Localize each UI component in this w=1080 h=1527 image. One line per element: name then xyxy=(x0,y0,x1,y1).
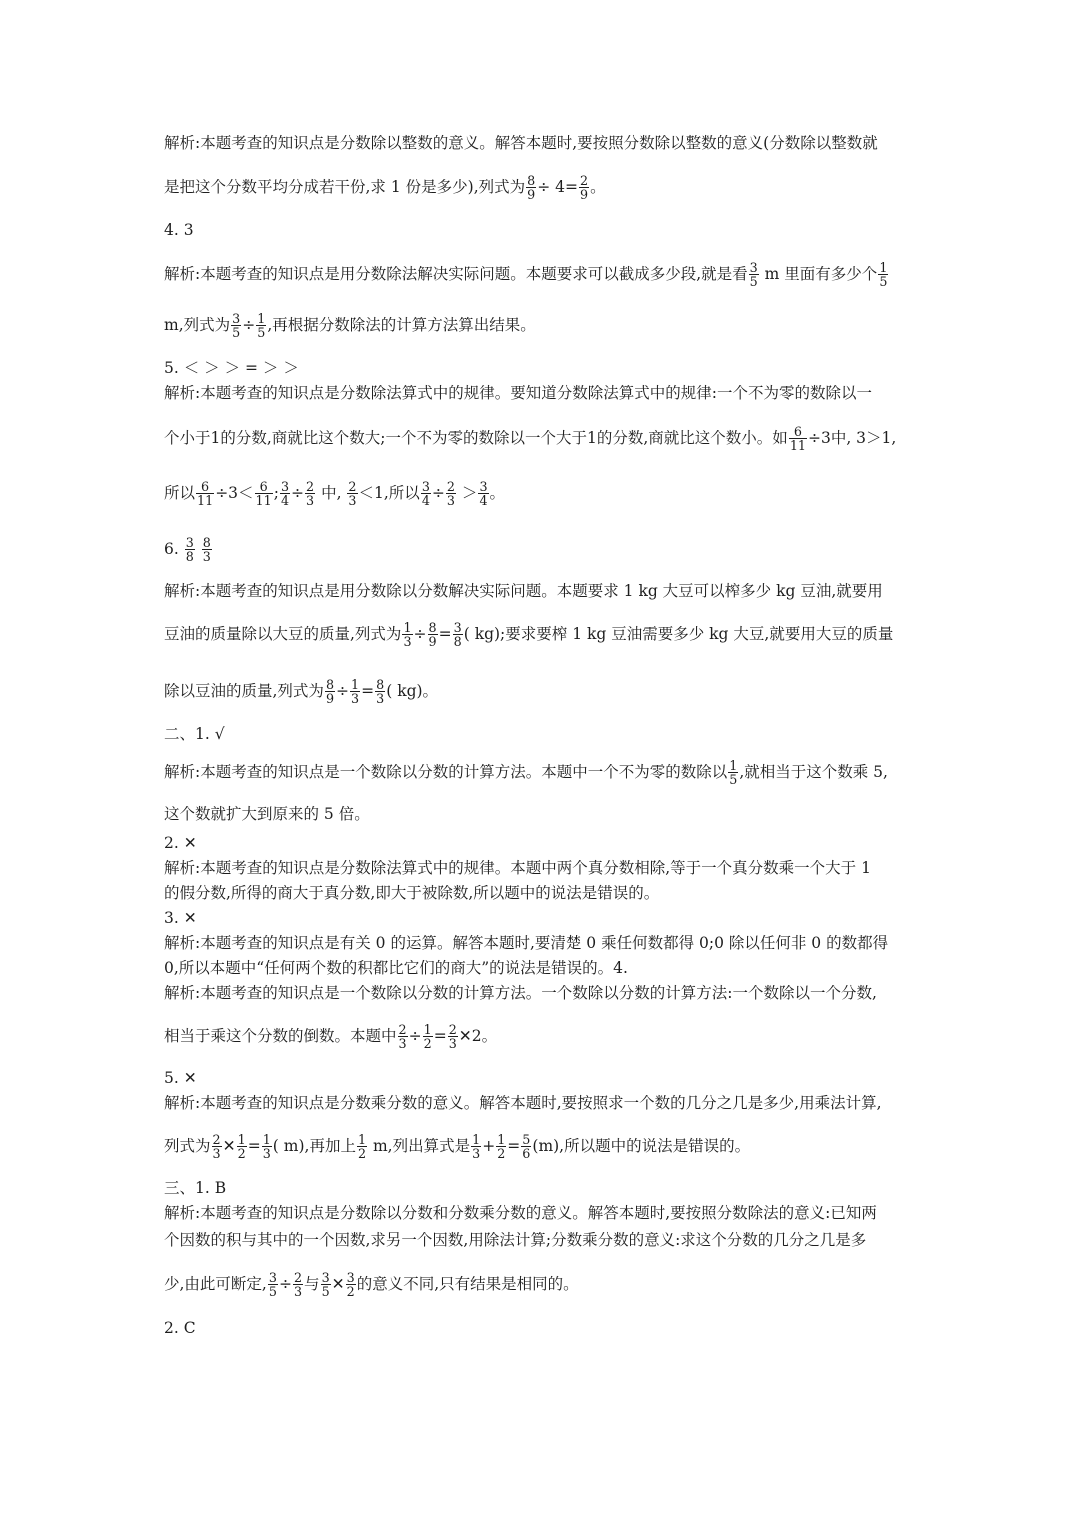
fraction-numerator: 6 xyxy=(201,479,210,494)
text-line xyxy=(164,480,505,508)
fraction xyxy=(268,1271,278,1299)
fraction-numerator: 3 xyxy=(453,620,462,635)
text-segment: ,再根据分数除法的计算方法算出结果。 xyxy=(267,315,536,334)
fraction xyxy=(448,1023,458,1051)
text-segment: 解析:本题考查的知识点是用分数除以分数解决实际问题。本题要求 1 kg 大豆可以榨多少 kg 豆油,就要用 xyxy=(164,582,883,600)
fraction-numerator: 1 xyxy=(257,311,266,326)
fraction xyxy=(478,480,488,508)
text-line xyxy=(164,936,888,952)
text-segment: ÷3＜ xyxy=(215,483,254,502)
text-segment: 解析:本题考查的知识点是分数乘分数的意义。解答本题时,要按照求一个数的几分之几是多少,用乘法计算, xyxy=(164,1094,882,1112)
text-segment: 少,由此可断定, xyxy=(164,1274,267,1293)
text-segment xyxy=(196,540,201,558)
text-segment: 解析:本题考查的知识点是分数除法算式中的规律。本题中两个真分数相除,等于一个真分数乘一个大于 1 xyxy=(164,859,871,877)
text-segment: 的意义不同,只有结果是相同的。 xyxy=(356,1274,579,1293)
fraction-denominator: 11 xyxy=(789,438,806,454)
fraction xyxy=(471,1133,481,1161)
text-line xyxy=(164,961,628,977)
fraction xyxy=(262,1133,272,1161)
fraction-denominator: 5 xyxy=(232,325,241,341)
fraction xyxy=(423,1023,433,1051)
fraction-denominator: 4 xyxy=(280,493,290,509)
fraction-numerator: 2 xyxy=(579,173,589,188)
text-line xyxy=(164,361,299,377)
text-segment: ( kg);要求要榨 1 kg 豆油需要多少 kg 大豆,就要用大豆的质量 xyxy=(463,624,894,643)
fraction-numerator: 3 xyxy=(232,311,241,326)
text-line xyxy=(164,386,872,402)
text-segment: ÷ xyxy=(408,1026,422,1045)
text-segment: 三、1. B xyxy=(164,1179,227,1197)
text-segment: 相当于乘这个分数的倒数。本题中 xyxy=(164,1026,397,1045)
text-segment: 解析:本题考查的知识点是分数除以整数的意义。解答本题时,要按照分数除以整数的意义(分数除以整数就 xyxy=(164,134,878,152)
text-segment: 5. ＜ ＞ ＞ = ＞ ＞ xyxy=(164,359,299,377)
text-segment: ＞ xyxy=(457,483,478,502)
fraction-denominator: 5 xyxy=(257,325,266,341)
fraction-denominator: 3 xyxy=(446,493,455,509)
text-segment: 的假分数,所得的商大于真分数,即大于被除数,所以题中的说法是错误的。 xyxy=(164,884,660,902)
text-line xyxy=(164,223,194,239)
text-segment: + xyxy=(482,1136,496,1155)
text-segment: = xyxy=(438,624,452,643)
text-segment: 解析:本题考查的知识点是分数除法算式中的规律。要知道分数除法算式中的规律:一个不为零的数除以一 xyxy=(164,384,872,402)
fraction-numerator: 8 xyxy=(428,620,437,635)
fraction-denominator: 3 xyxy=(376,691,385,707)
text-segment: 个因数的积与其中的一个因数,求另一个因数,用除法计算;分数乘分数的意义:求这个分数的几分之几是多 xyxy=(164,1231,867,1249)
fraction xyxy=(421,480,431,508)
text-segment: 这个数就扩大到原来的 5 倍。 xyxy=(164,805,370,823)
text-segment: ÷ xyxy=(278,1274,292,1293)
text-segment: = xyxy=(507,1136,521,1155)
fraction xyxy=(375,678,385,706)
fraction xyxy=(293,1271,303,1299)
fraction-denominator: 9 xyxy=(579,187,589,203)
fraction-numerator: 1 xyxy=(351,677,360,692)
fraction-numerator: 2 xyxy=(306,479,315,494)
text-segment: 5. ✕ xyxy=(164,1069,197,1087)
text-segment: ( m),再加上 xyxy=(272,1136,356,1155)
fraction-numerator: 2 xyxy=(446,479,455,494)
fraction-denominator: 11 xyxy=(197,493,214,509)
text-segment: ; xyxy=(273,483,279,502)
text-line xyxy=(164,261,889,289)
text-line xyxy=(164,1096,882,1112)
fraction-denominator: 5 xyxy=(729,772,738,788)
fraction-denominator: 3 xyxy=(351,691,360,707)
text-segment: 列式为 xyxy=(164,1136,211,1155)
fraction-denominator: 3 xyxy=(348,493,357,509)
fraction xyxy=(202,536,212,564)
fraction xyxy=(256,312,266,340)
text-segment: ÷ xyxy=(413,624,427,643)
text-segment: 3. ✕ xyxy=(164,909,197,927)
text-line xyxy=(164,1206,877,1222)
fraction-numerator: 8 xyxy=(527,173,536,188)
text-line xyxy=(164,836,197,852)
text-segment: 解析:本题考查的知识点是分数除以分数和分数乘分数的意义。解答本题时,要按照分数除法的意义:已知两 xyxy=(164,1204,877,1222)
text-line xyxy=(164,136,878,152)
fraction xyxy=(196,480,214,508)
text-segment: 。 xyxy=(489,483,506,502)
fraction-numerator: 2 xyxy=(448,1022,457,1037)
fraction-denominator: 5 xyxy=(268,1284,277,1300)
fraction xyxy=(453,621,463,649)
text-segment: ÷ xyxy=(291,483,305,502)
fraction-numerator: 2 xyxy=(293,1270,303,1285)
fraction-numerator: 3 xyxy=(268,1270,277,1285)
fraction-denominator: 5 xyxy=(321,1284,330,1300)
text-line xyxy=(164,727,225,743)
text-segment: 2. C xyxy=(164,1319,196,1337)
text-segment: ＜1,所以 xyxy=(358,483,420,502)
text-segment: ,就相当于这个数乘 5, xyxy=(739,762,888,781)
fraction xyxy=(325,678,335,706)
fraction-denominator: 11 xyxy=(255,493,272,509)
fraction xyxy=(346,1271,356,1299)
fraction-numerator: 1 xyxy=(497,1132,506,1147)
fraction xyxy=(398,1023,408,1051)
text-line xyxy=(164,1133,750,1161)
fraction xyxy=(496,1133,506,1161)
text-segment: 二、1. √ xyxy=(164,725,225,743)
fraction xyxy=(321,1271,331,1299)
fraction-numerator: 3 xyxy=(421,479,430,494)
fraction-denominator: 2 xyxy=(237,1146,246,1162)
fraction-denominator: 2 xyxy=(497,1146,506,1162)
fraction-denominator: 4 xyxy=(421,493,430,509)
text-segment: 解析:本题考查的知识点是有关 0 的运算。解答本题时,要清楚 0 乘任何数都得 0;0 除以任何非 0 的数都得 xyxy=(164,934,889,952)
text-segment: ÷ xyxy=(242,315,256,334)
text-line xyxy=(164,911,197,927)
fraction xyxy=(231,312,241,340)
text-line xyxy=(164,678,438,706)
text-segment: = xyxy=(247,1136,261,1155)
fraction-denominator: 5 xyxy=(879,274,888,290)
text-segment: ✕ xyxy=(222,1136,236,1155)
fraction-numerator: 2 xyxy=(212,1132,221,1147)
text-segment: 6. xyxy=(164,539,184,558)
fraction-numerator: 1 xyxy=(472,1132,481,1147)
fraction-denominator: 3 xyxy=(403,634,412,650)
fraction-denominator: 3 xyxy=(306,493,315,509)
fraction-denominator: 2 xyxy=(357,1146,367,1162)
fraction-numerator: 1 xyxy=(237,1132,246,1147)
fraction-numerator: 2 xyxy=(348,479,357,494)
fraction-denominator: 3 xyxy=(293,1284,303,1300)
text-segment: m 里面有多少个 xyxy=(759,264,878,283)
fraction xyxy=(789,425,807,453)
text-segment: 0,所以本题中“任何两个数的积都比它们的商大”的说法是错误的。4. xyxy=(164,959,628,977)
text-segment: 所以 xyxy=(164,483,196,502)
fraction-numerator: 8 xyxy=(376,677,385,692)
fraction-denominator: 2 xyxy=(346,1284,355,1300)
fraction-numerator: 1 xyxy=(403,620,412,635)
fraction-denominator: 3 xyxy=(448,1036,457,1052)
text-segment: m,列出算式是 xyxy=(368,1136,471,1155)
fraction xyxy=(347,480,357,508)
text-line xyxy=(164,1321,196,1337)
fraction-denominator: 9 xyxy=(325,691,335,707)
fraction-denominator: 3 xyxy=(212,1146,221,1162)
text-line xyxy=(164,536,213,564)
text-segment: ÷ 4= xyxy=(537,177,578,196)
text-line xyxy=(164,1023,497,1051)
text-line xyxy=(164,1181,226,1197)
text-line xyxy=(164,174,606,202)
fraction-numerator: 3 xyxy=(479,479,488,494)
text-segment: ÷3中, 3＞1, xyxy=(807,428,897,447)
text-line xyxy=(164,621,893,649)
text-line xyxy=(164,1233,866,1249)
fraction xyxy=(237,1133,247,1161)
fraction-numerator: 3 xyxy=(280,479,290,494)
text-segment: 4. 3 xyxy=(164,221,194,239)
fraction-denominator: 3 xyxy=(398,1036,407,1052)
text-line xyxy=(164,584,883,600)
fraction-denominator: 2 xyxy=(423,1036,432,1052)
fraction xyxy=(402,621,412,649)
fraction-denominator: 6 xyxy=(522,1146,531,1162)
fraction-numerator: 6 xyxy=(793,424,802,439)
text-segment: 除以豆油的质量,列式为 xyxy=(164,681,324,700)
fraction xyxy=(579,174,589,202)
text-line xyxy=(164,1271,579,1299)
fraction xyxy=(350,678,360,706)
text-segment: 解析:本题考查的知识点是用分数除法解决实际问题。本题要求可以截成多少段,就是看 xyxy=(164,264,748,283)
text-segment: 豆油的质量除以大豆的质量,列式为 xyxy=(164,624,402,643)
fraction-denominator: 3 xyxy=(472,1146,481,1162)
fraction-numerator: 3 xyxy=(346,1270,355,1285)
fraction-denominator: 9 xyxy=(527,187,536,203)
fraction-denominator: 8 xyxy=(453,634,462,650)
fraction-numerator: 3 xyxy=(185,535,194,550)
fraction-numerator: 6 xyxy=(259,479,268,494)
fraction-denominator: 3 xyxy=(202,549,211,565)
fraction xyxy=(357,1133,367,1161)
text-line xyxy=(164,807,370,823)
fraction xyxy=(185,536,195,564)
fraction-denominator: 9 xyxy=(428,634,437,650)
text-segment: ( kg)。 xyxy=(386,681,439,700)
fraction-numerator: 8 xyxy=(325,677,335,692)
fraction-numerator: 1 xyxy=(423,1022,432,1037)
fraction-numerator: 1 xyxy=(262,1132,271,1147)
text-segment: ✕2。 xyxy=(458,1026,498,1045)
text-segment: = xyxy=(361,681,375,700)
fraction-numerator: 1 xyxy=(879,260,888,275)
text-segment: 中, xyxy=(316,483,347,502)
text-line xyxy=(164,886,659,902)
fraction-numerator: 2 xyxy=(398,1022,407,1037)
fraction xyxy=(280,480,290,508)
fraction-denominator: 5 xyxy=(749,274,758,290)
fraction xyxy=(305,480,315,508)
text-segment: 解析:本题考查的知识点是一个数除以分数的计算方法。一个数除以分数的计算方法:一个数除以一个分数, xyxy=(164,984,877,1002)
text-line xyxy=(164,425,896,453)
text-segment: 与 xyxy=(304,1274,320,1293)
fraction-denominator: 4 xyxy=(479,493,488,509)
text-segment: ✕ xyxy=(331,1274,345,1293)
fraction xyxy=(428,621,438,649)
text-line xyxy=(164,312,536,340)
fraction xyxy=(255,480,273,508)
fraction xyxy=(526,174,536,202)
fraction-numerator: 1 xyxy=(729,758,738,773)
text-segment: (m),所以题中的说法是错误的。 xyxy=(532,1136,751,1155)
fraction xyxy=(212,1133,222,1161)
text-line xyxy=(164,1071,197,1087)
text-segment: 个小于1的分数,商就比这个数大;一个不为零的数除以一个大于1的分数,商就比这个数小。如 xyxy=(164,428,788,447)
fraction xyxy=(728,759,738,787)
text-segment: 2. ✕ xyxy=(164,834,197,852)
text-segment: 。 xyxy=(590,177,606,196)
text-segment: m,列式为 xyxy=(164,315,231,334)
text-line xyxy=(164,861,871,877)
fraction-numerator: 3 xyxy=(321,1270,330,1285)
text-segment: ÷ xyxy=(336,681,350,700)
text-segment: ÷ xyxy=(431,483,445,502)
fraction xyxy=(749,261,759,289)
fraction-numerator: 8 xyxy=(202,535,211,550)
text-line xyxy=(164,986,877,1002)
fraction xyxy=(878,261,888,289)
text-segment: 是把这个分数平均分成若干份,求 1 份是多少),列式为 xyxy=(164,177,526,196)
text-segment: 解析:本题考查的知识点是一个数除以分数的计算方法。本题中一个不为零的数除以 xyxy=(164,762,728,781)
text-segment: = xyxy=(433,1026,447,1045)
fraction xyxy=(446,480,456,508)
fraction-numerator: 1 xyxy=(357,1132,367,1147)
fraction-numerator: 3 xyxy=(749,260,758,275)
fraction-numerator: 5 xyxy=(522,1132,531,1147)
fraction xyxy=(521,1133,531,1161)
text-line xyxy=(164,759,888,787)
fraction-denominator: 3 xyxy=(262,1146,271,1162)
fraction-denominator: 8 xyxy=(185,549,194,565)
